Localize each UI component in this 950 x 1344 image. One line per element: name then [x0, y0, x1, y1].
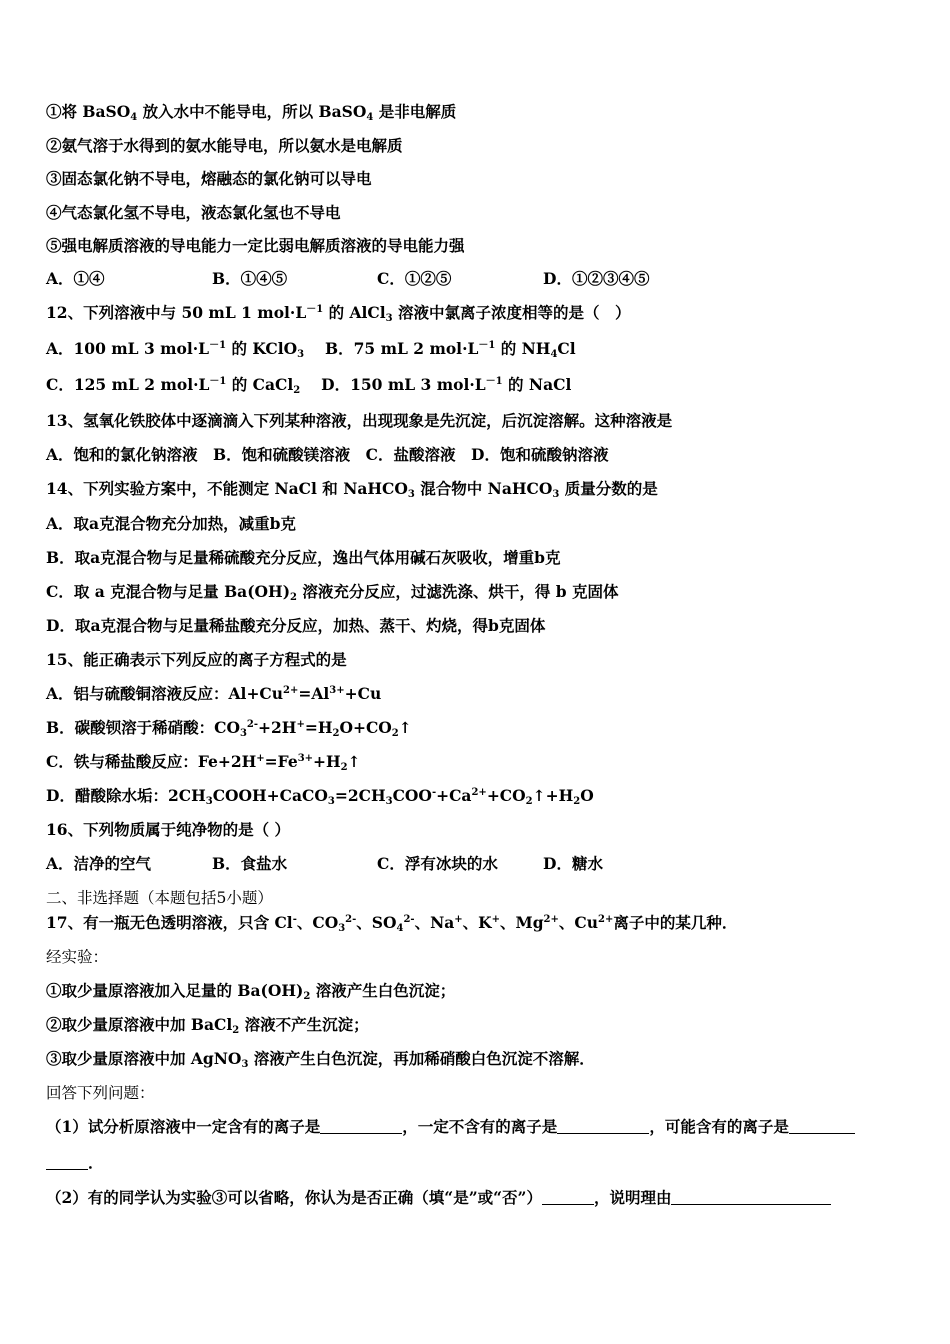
q15-option-a[interactable]: A．铝与硫酸铜溶液反应：$Al+Cu^{2+}=Al^{3+}+Cu$	[46, 684, 382, 703]
section2-title: 二、非选择题（本题包括5小题）	[46, 889, 273, 907]
q17-sub2: （2）有的同学认为实验③可以省略，你认为是否正确（填“是”或“否”） ，说明理由	[46, 1188, 831, 1208]
q14-option-a[interactable]: A．取a克混合物充分加热，减重b克	[46, 514, 296, 533]
q11-option-d[interactable]: D．①②③④⑤	[543, 269, 650, 288]
q13-option-d[interactable]: D．饱和硫酸钠溶液	[471, 445, 609, 464]
q12-options-row2	[46, 375, 571, 395]
q16-option-a[interactable]: A．洁净的空气	[46, 854, 152, 873]
q17-blank-5[interactable]	[671, 1190, 831, 1205]
q11-statement-3: ③固态氯化钠不导电，熔融态的氯化钠可以导电	[46, 169, 372, 188]
q17-intro: 经实验：	[46, 948, 109, 966]
q14-option-d[interactable]: D．取a克混合物与足量稀盐酸充分反应，加热、蒸干、灼烧，得b克固体	[46, 616, 546, 635]
q12-stem: 12、下列溶液中与 50 mL 1 $mol\cdot L^{-1}$ 的 AlCl$_3$ 溶液中氯离子浓度相等的是（ ）	[46, 303, 631, 324]
q17-blank-3a[interactable]	[789, 1119, 855, 1134]
q17-experiment-1: ①取少量原溶液加入足量的 $Ba(OH)_2$ 溶液产生白色沉淀；	[46, 981, 456, 1002]
q17-answer-prompt: 回答下列问题：	[46, 1084, 155, 1102]
q16-option-b[interactable]: B．食盐水	[212, 854, 288, 873]
q12-option-d[interactable]: D．150 mL 3 $mol\cdot L^{-1}$ 的 NaCl	[321, 375, 572, 394]
q16-option-d[interactable]: D．糖水	[543, 854, 603, 873]
q13-option-a[interactable]: A．饱和的氯化钠溶液	[46, 445, 198, 464]
q17-blank-4[interactable]	[542, 1190, 594, 1205]
q16-stem: 16、下列物质属于纯净物的是（ ）	[46, 820, 290, 839]
q16-option-c[interactable]: C．浮有冰块的水	[377, 854, 498, 873]
q14-option-b[interactable]: B．取a克混合物与足量稀硫酸充分反应，逸出气体用碱石灰吸收，增重b克	[46, 548, 561, 567]
q15-option-d[interactable]: D．醋酸除水垢：$2CH_3COOH+CaCO_3=2CH_3COO^-+Ca^{2+}+CO_2↑+H_2O$	[46, 786, 594, 807]
q12-option-b[interactable]: B．75 mL 2 $mol\cdot L^{-1}$ 的 $NH_4Cl$	[325, 339, 576, 360]
q11-statement-5: ⑤强电解质溶液的导电能力一定比弱电解质溶液的导电能力强	[46, 236, 465, 255]
q13-option-c[interactable]: C．盐酸溶液	[365, 445, 456, 464]
q15-stem: 15、能正确表示下列反应的离子方程式的是	[46, 650, 347, 669]
q17-experiment-3: ③取少量原溶液中加 AgNO$_3$ 溶液产生白色沉淀，再加稀硝酸白色沉淀不溶解．	[46, 1049, 595, 1070]
q17-blank-3b[interactable]	[46, 1155, 88, 1170]
q17-blank-1[interactable]	[320, 1119, 402, 1134]
q11-statement-1: ①将 BaSO$_4$ 放入水中不能导电，所以 BaSO$_4$ 是非电解质	[46, 102, 457, 123]
q13-options	[46, 445, 608, 465]
q17-sub1-cont: ．	[46, 1153, 104, 1173]
q11-statement-2: ②氨气溶于水得到的氨水能导电，所以氨水是电解质	[46, 136, 403, 155]
q15-option-c[interactable]: C．铁与稀盐酸反应：$Fe+2H^+=Fe^{3+}+H_2↑$	[46, 752, 361, 773]
q14-stem: 14、下列实验方案中，不能测定 NaCl 和 NaHCO$_3$ 混合物中 NaHCO$_3$ 质量分数的是	[46, 479, 658, 500]
q12-option-a[interactable]: A．100 mL 3 $mol\cdot L^{-1}$ 的 KClO$_3$	[46, 339, 305, 360]
q15-option-b[interactable]: B．碳酸钡溶于稀硝酸：$CO_3^{2-}+2H^+=H_2O+CO_2↑$	[46, 718, 412, 739]
q11-option-c[interactable]: C．①②⑤	[377, 269, 452, 288]
q13-option-b[interactable]: B．饱和硫酸镁溶液	[213, 445, 351, 464]
q17-sub1: （1）试分析原溶液中一定含有的离子是 ，一定不含有的离子是 ，可能含有的离子是	[46, 1117, 855, 1137]
q11-statement-4: ④气态氯化氢不导电，液态氯化氢也不导电	[46, 203, 341, 222]
q11-option-b[interactable]: B．①④⑤	[212, 269, 288, 288]
q17-blank-2[interactable]	[557, 1119, 649, 1134]
q17-stem: 17、有一瓶无色透明溶液，只含 Cl-、$CO_3^{2-}$、$SO_4^{2-}$、Na+、K+、$Mg^{2+}$、$Cu^{2+}$离子中的某几种．	[46, 913, 738, 934]
q17-experiment-2: ②取少量原溶液中加 BaCl$_2$ 溶液不产生沉淀；	[46, 1015, 369, 1036]
q12-options-row1	[46, 339, 576, 359]
q13-stem: 13、氢氧化铁胶体中逐滴滴入下列某种溶液，出现现象是先沉淀，后沉淀溶解。这种溶液是	[46, 411, 673, 430]
q14-option-c[interactable]: C．取 a 克混合物与足量 $Ba(OH)_2$ 溶液充分反应，过滤洗涤、烘干，得 b 克固体	[46, 582, 619, 603]
q11-option-a[interactable]: A．①④	[46, 269, 105, 288]
q12-option-c[interactable]: C．125 mL 2 $mol\cdot L^{-1}$ 的 CaCl$_2$	[46, 375, 301, 396]
